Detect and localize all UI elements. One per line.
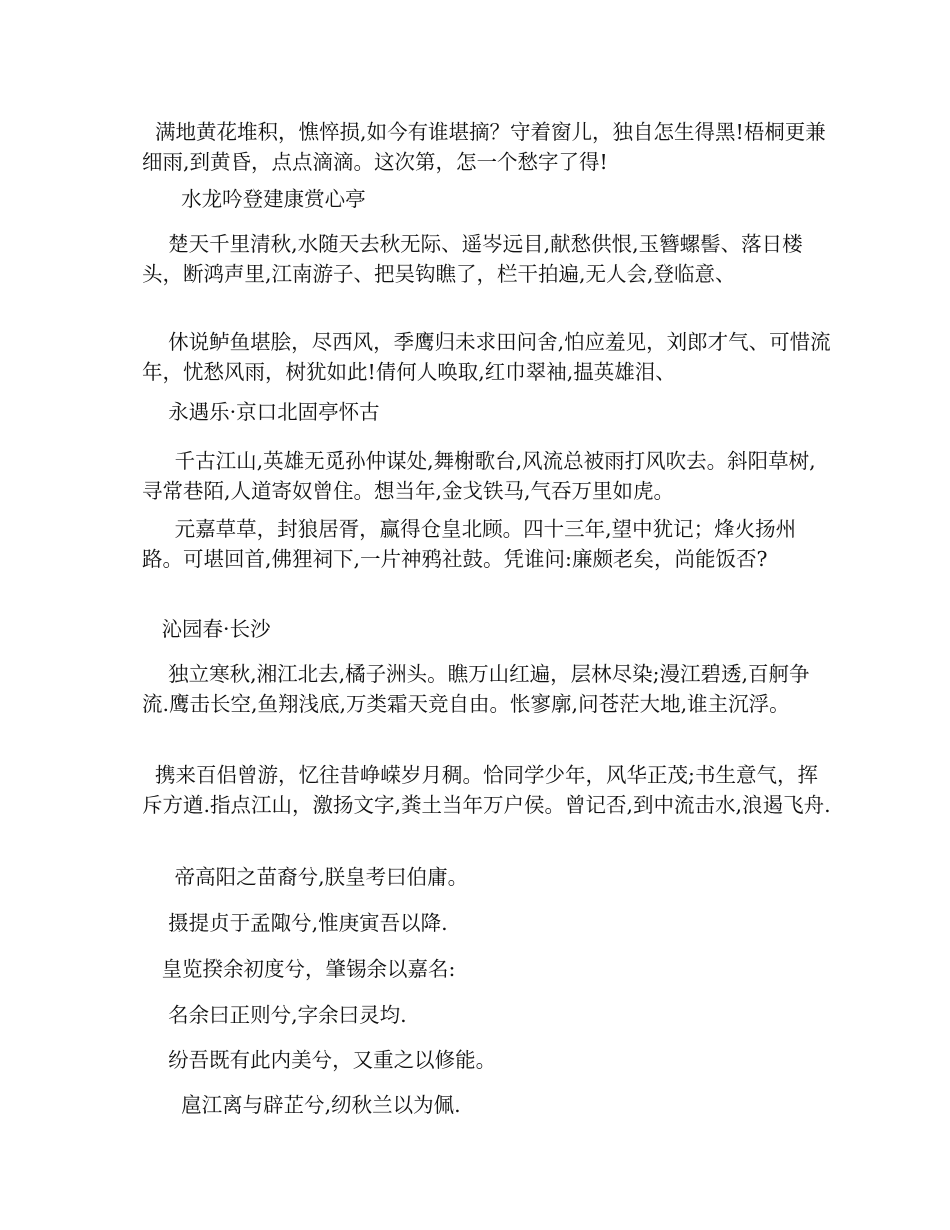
- paragraph-lisao-4: 名余曰正则兮,字余曰灵均.: [142, 1003, 407, 1027]
- paragraph-lisao-5: 纷吾既有此内美兮，又重之以修能。: [142, 1048, 497, 1072]
- paragraph-yongyule-1: 千古江山,英雄无觅孙仲谋处,舞榭歌台,风流总被雨打风吹去。斜阳草树,寻常巷陌,人道寄奴曾住。想当年,金戈铁马,气吞万里如虎。: [142, 449, 816, 503]
- paragraph-lisao-3: 皇览揆余初度兮，肇锡余以嘉名:: [142, 957, 456, 981]
- paragraph-shuilongyin-2: 休说鲈鱼堪脍，尽西风，季鹰归未求田问舍,怕应羞见，刘郎才气、可惜流年，忧愁风雨，树犹如此!倩何人唤取,红巾翠袖,揾英雄泪、: [142, 330, 831, 384]
- paragraph-lisao-6: 扈江离与辟芷兮,纫秋兰以为佩.: [142, 1093, 461, 1117]
- paragraph-lisao-2: 摄提贞于孟陬兮,惟庚寅吾以降.: [142, 911, 448, 935]
- heading-qinyuanchun: 沁园春·长沙: [142, 617, 271, 641]
- paragraph-yongyule-2: 元嘉草草，封狼居胥，赢得仓皇北顾。四十三年,望中犹记；烽火扬州路。可堪回首,佛狸祠下,一片神鸦社鼓。凭谁问:廉颇老矣，尚能饭否?: [142, 517, 797, 571]
- heading-yongyule: 永遇乐·京口北固亭怀古: [142, 400, 380, 424]
- paragraph-lisao-1: 帝高阳之苗裔兮,朕皇考曰伯庸。: [142, 865, 469, 889]
- heading-shuilongyin: 水龙吟登建康赏心亭: [142, 187, 366, 211]
- paragraph-qinyuanchun-2: 携来百侣曾游，忆往昔峥嵘岁月稠。恰同学少年，风华正茂;书生意气，挥斥方遒.指点江山，激扬文字,粪土当年万户侯。曾记否,到中流击水,浪遏飞舟.: [142, 763, 831, 817]
- paragraph-qinyuanchun-1: 独立寒秋,湘江北去,橘子洲头。瞧万山红遍，层林尽染;漫江碧透,百舸争流.鹰击长空,鱼翔浅底,万类霜天竞自由。怅寥廓,问苍茫大地,谁主沉浮。: [142, 662, 810, 716]
- paragraph-shuilongyin-1: 楚天千里清秋,水随天去秋无际、遥岑远目,献愁供恨,玉簪螺髻、落日楼头，断鸿声里,江南游子、把吴钩瞧了，栏干拍遍,无人会,登临意、: [142, 232, 803, 286]
- paragraph-1: 满地黄花堆积，憔悴损,如今有谁堪摘？守着窗儿，独自怎生得黑!梧桐更兼细雨,到黄昏，点点滴滴。这次第，怎一个愁字了得!: [142, 120, 826, 174]
